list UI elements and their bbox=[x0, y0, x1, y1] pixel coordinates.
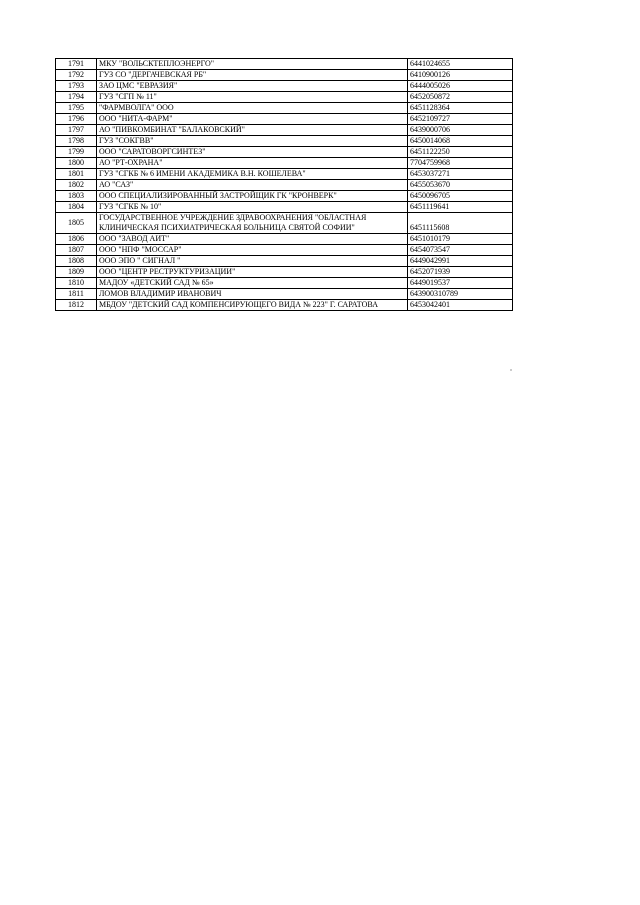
table-row bbox=[56, 191, 513, 202]
table-row bbox=[56, 59, 513, 70]
inn-code: 6453042401 bbox=[408, 300, 513, 311]
row-number: 1800 bbox=[56, 158, 97, 169]
organization-name: ООО "ЗАВОД АИТ" bbox=[97, 234, 408, 245]
inn-code: 6454073547 bbox=[408, 245, 513, 256]
table-row bbox=[56, 300, 513, 311]
row-number: 1792 bbox=[56, 70, 97, 81]
table-row bbox=[56, 147, 513, 158]
inn-code: 6451010179 bbox=[408, 234, 513, 245]
inn-code: 6410900126 bbox=[408, 70, 513, 81]
organization-name: ООО ЭПО " СИГНАЛ " bbox=[97, 256, 408, 267]
row-number: 1806 bbox=[56, 234, 97, 245]
table-row bbox=[56, 92, 513, 103]
row-number: 1809 bbox=[56, 267, 97, 278]
inn-code: 6453037271 bbox=[408, 169, 513, 180]
table-row bbox=[56, 169, 513, 180]
row-number: 1808 bbox=[56, 256, 97, 267]
organization-name: АО "САЗ" bbox=[97, 180, 408, 191]
organization-name: ГУЗ СО "ДЕРГАЧЕВСКАЯ РБ" bbox=[97, 70, 408, 81]
row-number: 1793 bbox=[56, 81, 97, 92]
inn-code: 6452050872 bbox=[408, 92, 513, 103]
organization-name: ГУЗ "СОКГВВ" bbox=[97, 136, 408, 147]
row-number: 1798 bbox=[56, 136, 97, 147]
organization-name: АО "ПИВКОМБИНАТ "БАЛАКОВСКИЙ" bbox=[97, 125, 408, 136]
table-row bbox=[56, 213, 513, 234]
organization-name: ГУЗ "СГКБ № 10" bbox=[97, 202, 408, 213]
inn-code: 6450014068 bbox=[408, 136, 513, 147]
table-row bbox=[56, 158, 513, 169]
table-row bbox=[56, 81, 513, 92]
organization-name: ООО "НИТА-ФАРМ" bbox=[97, 114, 408, 125]
row-number: 1797 bbox=[56, 125, 97, 136]
inn-code: 6452071939 bbox=[408, 267, 513, 278]
inn-code: 643900310789 bbox=[408, 289, 513, 300]
page-corner-mark: " bbox=[510, 370, 513, 375]
inn-code: 6439000706 bbox=[408, 125, 513, 136]
inn-code: 6449042991 bbox=[408, 256, 513, 267]
organization-name: ООО "ЦЕНТР РЕСТРУКТУРИЗАЦИИ" bbox=[97, 267, 408, 278]
table-row bbox=[56, 125, 513, 136]
table-row bbox=[56, 70, 513, 81]
registry-table bbox=[55, 58, 513, 311]
organization-name: АО "РТ-ОХРАНА" bbox=[97, 158, 408, 169]
row-number: 1799 bbox=[56, 147, 97, 158]
organization-name: ООО "НПФ "МОССАР" bbox=[97, 245, 408, 256]
row-number: 1791 bbox=[56, 59, 97, 70]
row-number: 1812 bbox=[56, 300, 97, 311]
table-row bbox=[56, 180, 513, 191]
table-row bbox=[56, 136, 513, 147]
row-number: 1810 bbox=[56, 278, 97, 289]
inn-code: 6441024655 bbox=[408, 59, 513, 70]
inn-code: 6451128364 bbox=[408, 103, 513, 114]
inn-code: 6450096705 bbox=[408, 191, 513, 202]
row-number: 1796 bbox=[56, 114, 97, 125]
row-number: 1795 bbox=[56, 103, 97, 114]
row-number: 1807 bbox=[56, 245, 97, 256]
table-row bbox=[56, 114, 513, 125]
organization-name: ГОСУДАРСТВЕННОЕ УЧРЕЖДЕНИЕ ЗДРАВООХРАНЕНИЯ "ОБЛАСТНАЯ КЛИНИЧЕСКАЯ ПСИХИАТРИЧЕСКАЯ БОЛЬНИЦА СВЯТОЙ СОФИИ" bbox=[97, 213, 408, 234]
row-number: 1811 bbox=[56, 289, 97, 300]
table-row bbox=[56, 202, 513, 213]
organization-name: ЛОМОВ ВЛАДИМИР ИВАНОВИЧ bbox=[97, 289, 408, 300]
organization-name: "ФАРМВОЛГА" ООО bbox=[97, 103, 408, 114]
inn-code: 6444005026 bbox=[408, 81, 513, 92]
table-row bbox=[56, 289, 513, 300]
row-number: 1803 bbox=[56, 191, 97, 202]
row-number: 1801 bbox=[56, 169, 97, 180]
row-number: 1804 bbox=[56, 202, 97, 213]
inn-code: 7704759968 bbox=[408, 158, 513, 169]
table-row bbox=[56, 278, 513, 289]
inn-code: 6451115608 bbox=[408, 213, 513, 234]
table-row bbox=[56, 234, 513, 245]
table-row bbox=[56, 103, 513, 114]
table-row bbox=[56, 256, 513, 267]
organization-name: МАДОУ «ДЕТСКИЙ САД № 65» bbox=[97, 278, 408, 289]
organization-name: МКУ "ВОЛЬСКТЕПЛОЭНЕРГО" bbox=[97, 59, 408, 70]
organization-name: ГУЗ "СГП № 11" bbox=[97, 92, 408, 103]
inn-code: 6449019537 bbox=[408, 278, 513, 289]
organization-name: ООО СПЕЦИАЛИЗИРОВАННЫЙ ЗАСТРОЙЩИК ГК "КРОНВЕРК" bbox=[97, 191, 408, 202]
organization-name: ООО "САРАТОВОРГСИНТЕЗ" bbox=[97, 147, 408, 158]
inn-code: 6451119641 bbox=[408, 202, 513, 213]
organization-name: ЗАО ЦМС "ЕВРАЗИЯ" bbox=[97, 81, 408, 92]
organization-name: ГУЗ "СГКБ № 6 ИМЕНИ АКАДЕМИКА В.Н. КОШЕЛЕВА" bbox=[97, 169, 408, 180]
row-number: 1805 bbox=[56, 213, 97, 234]
inn-code: 6451122250 bbox=[408, 147, 513, 158]
table-row bbox=[56, 267, 513, 278]
inn-code: 6455053670 bbox=[408, 180, 513, 191]
registry-table-body bbox=[56, 59, 513, 311]
row-number: 1794 bbox=[56, 92, 97, 103]
row-number: 1802 bbox=[56, 180, 97, 191]
inn-code: 6452109727 bbox=[408, 114, 513, 125]
table-row bbox=[56, 245, 513, 256]
organization-name: МБДОУ "ДЕТСКИЙ САД КОМПЕНСИРУЮЩЕГО ВИДА № 223" Г. САРАТОВА bbox=[97, 300, 408, 311]
